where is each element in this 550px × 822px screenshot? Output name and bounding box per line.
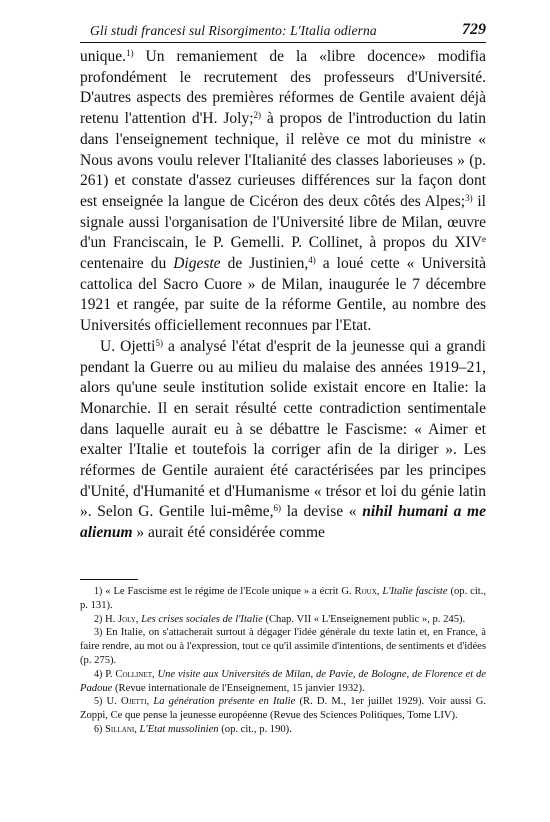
text-run: la devise « xyxy=(281,503,363,521)
page-number: 729 xyxy=(462,21,486,38)
running-head xyxy=(80,22,486,43)
footnote-ref: 3) xyxy=(465,192,473,203)
latin-motto: nihil humani a me alienum xyxy=(80,503,486,542)
footnote-ref: 2) xyxy=(253,110,261,121)
footnote-ref: 6) xyxy=(273,503,282,514)
footnote: 5) U. Ojetti, La génération présente en Italie (R. D. M., 1er juillet 1929). Voir aussi G. Zoppi, Ce que pense la jeunesse européenne (Revue des Sciences Politiques, Tome LIV). xyxy=(80,696,486,722)
italic-title: Digeste xyxy=(173,255,221,273)
running-head-title: Gli studi francesi sul Risorgimento: L'Italia odierna xyxy=(90,23,377,38)
footnote: 1) « Le Fascisme est le régime de l'Ecole unique » a écrit G. Roux, L'Italie fasciste (op. cit., p. 131). xyxy=(80,586,486,611)
footnotes xyxy=(80,585,486,737)
text-run: à propos de l'introduction du latin dans l'enseignement technique, il relève ce mot du ministre « Nous avons voulu relever l'Italianité des classes laborieuses » (p. 261) et constate d'assez curieuses différences sur la façon dont est enseignée la langue de Cicéron des deux côtés des Alpes; xyxy=(80,110,486,210)
text-run: de Justinien, xyxy=(220,255,309,273)
text-run: » aurait été considérée comme xyxy=(132,524,325,542)
footnote-ref: 1) xyxy=(126,48,134,58)
footnote: 4) P. Collinet, Une visite aux Universités de Milan, de Pavie, de Bologne, de Florence et de Padoue (Revue internationale de l'Enseignement, 15 janvier 1932). xyxy=(80,668,487,694)
footnote-ref: 5) xyxy=(155,337,163,348)
text-run: centenaire du xyxy=(80,255,174,273)
text-run: Un remaniement de la «libre docence» modifia profondément le recrutement des professeurs d'Université. D'autres aspects des premières réformes de Gentile avaient déjà retenu l'attention d'H. Joly; xyxy=(80,48,486,128)
paragraph-1 xyxy=(80,47,486,337)
text-run: U. Ojetti xyxy=(100,337,156,355)
footnote-ref: 4) xyxy=(308,255,316,266)
text-run: a loué cette « Università cattolica del Sacro Cuore » de Milan, inaugurée le 7 décembre 1921 et rangée, par suite de la réforme Gentile, au nombre des Universités officiellement reconnues par l'Etat. xyxy=(80,255,486,335)
superscript: e xyxy=(482,234,486,245)
paragraph-2 xyxy=(80,337,486,544)
footnote-rule xyxy=(80,579,138,580)
footnote: 6) Sillani, L'Etat mussolinien (op. cit., p. 190). xyxy=(94,723,292,735)
body-text xyxy=(80,47,486,544)
footnote: 3) En Italie, on s'attacherait surtout à dégager l'idée générale du texte latin et, en France, à faire rendre, au mot ou à l'expression, tout ce qu'il assimile d'intentions, de sentiments et d'idées (p. 275). xyxy=(80,627,486,666)
text-run: a analysé l'état d'esprit de la jeunesse qui a grandi pendant la Guerre ou au milieu du malaise des années 1919–21, alors qu'une seule institution solide existait encore en Italie: la Monarchie. Il en serait résulté cette contradiction sentimentale dans laquelle aurait eu à se débattre le Fascisme: « Aimer et exalter l'Italie et toutefois la corriger afin de la diriger ». Les réformes de Gentile auraient été caractérisées par les principes d'Unité, d'Humanité et d'Humanisme « trésor et loi du génie latin ». Selon G. Gentile lui-même, xyxy=(80,337,486,521)
text-run: unique. xyxy=(80,48,127,65)
text-run: il signale aussi l'organisation de l'Université libre de Milan, œuvre d'un Franciscain, le P. Gemelli. P. Collinet, à propos du XIV xyxy=(80,192,486,252)
footnote: 2) H. Joly, Les crises sociales de l'Italie (Chap. VII « L'Enseignement public », p. 245). xyxy=(94,613,466,625)
